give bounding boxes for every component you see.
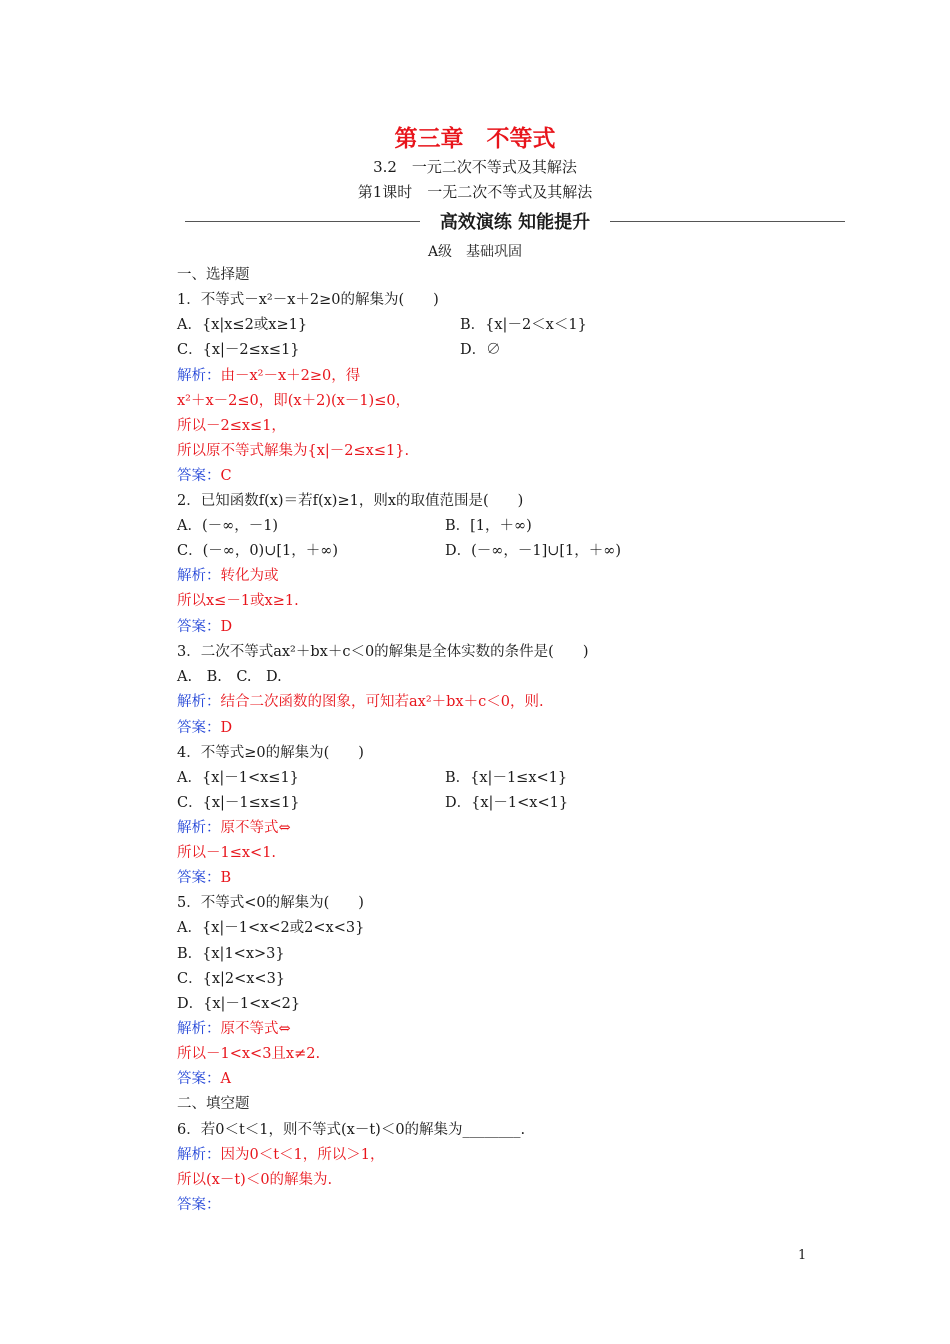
q4-analysis [177,818,291,838]
banner-rule-left [185,221,420,222]
q6-analysis-line: 所以(x－t)＜0的解集为. [177,1172,333,1188]
answer-label: 答案： [177,720,221,736]
q3-stem: 3．二次不等式ax²＋bx＋c＜0的解集是全体实数的条件是( ) [177,644,589,660]
banner-rule-right [610,221,845,222]
q5-option-b: B．{x|1<x>3} [177,946,285,962]
q6-stem: 6．若0＜t＜1，则不等式(x－t)＜0的解集为________. [177,1122,526,1138]
q2-option-c: C．(－∞，0)∪[1，＋∞) [177,543,338,559]
q5-option-a: A．{x|－1<x<2或2<x<3} [177,920,365,936]
analysis-label: 解析： [177,368,221,384]
q1-analysis [177,366,360,386]
q3-analysis-text: 结合二次函数的图象，可知若ax²＋bx＋c＜0，则. [220,694,544,710]
level-title: A级 基础巩固 [427,244,523,260]
page-number: 1 [798,1248,807,1263]
q1-option-a: A．{x|x≤2或x≥1} [177,317,308,333]
answer-label: 答案： [177,468,221,484]
q1-option-c: C．{x|－2≤x≤1} [177,342,300,358]
q2-stem: 2．已知函数f(x)＝若f(x)≥1，则x的取值范围是( ) [177,493,524,509]
q4-stem: 4．不等式≥0的解集为( ) [177,745,364,761]
q1-option-d: D．∅ [460,342,501,358]
q4-option-c: C．{x|－1≤x≤1} [177,795,300,811]
chapter-title: 第三章 不等式 [394,126,556,152]
q4-option-b: B．{x|－1≤x<1} [445,770,568,786]
q1-analysis-text: 由－x²－x＋2≥0，得 [220,368,361,384]
q5-option-c: C．{x|2<x<3} [177,971,286,987]
q3-options: A. B. C. D. [177,669,282,685]
q2-analysis-line: 所以x≤－1或x≥1. [177,593,299,609]
q4-option-d: D．{x|－1<x<1} [445,795,569,811]
q5-answer [177,1069,231,1089]
q4-answer-value: B [220,870,232,886]
q2-analysis-text: 转化为或 [220,568,279,584]
analysis-label: 解析： [177,1147,221,1163]
q2-option-b: B．[1，＋∞) [445,518,532,534]
section-title: 3.2 一元二次不等式及其解法 [373,158,577,176]
q6-answer [177,1195,221,1215]
q2-answer [177,617,232,637]
q4-answer [177,868,231,888]
q2-option-d: D．(－∞，－1]∪[1，＋∞) [445,543,622,559]
q1-answer [177,466,232,486]
q3-analysis [177,692,544,712]
q5-analysis-text: 原不等式⇔ [220,1021,291,1037]
q1-analysis-line: x²＋x－2≤0，即(x＋2)(x－1)≤0， [177,393,411,409]
answer-label: 答案： [177,870,221,886]
q1-analysis-line: 所以－2≤x≤1， [177,418,286,434]
answer-label: 答案： [177,619,221,635]
banner-text: 高效演练 知能提升 [439,212,591,233]
q5-stem: 5．不等式<0的解集为( ) [177,895,364,911]
answer-label: 答案： [177,1197,221,1213]
banner [185,208,845,234]
answer-label: 答案： [177,1071,221,1087]
q2-analysis [177,566,279,586]
lesson-title: 第1课时 一无二次不等式及其解法 [357,183,593,201]
q5-answer-value: A [220,1071,231,1087]
q2-option-a: A．(－∞，－1) [177,518,279,534]
analysis-label: 解析： [177,820,221,836]
analysis-label: 解析： [177,1021,221,1037]
q6-analysis-text: 因为0＜t＜1，所以＞1， [220,1147,385,1163]
q3-answer-value: D [220,720,233,736]
q6-analysis [177,1145,385,1165]
analysis-label: 解析： [177,694,221,710]
q3-answer [177,718,232,738]
q1-analysis-line: 所以原不等式解集为{x|－2≤x≤1}. [177,443,410,459]
q5-analysis [177,1019,291,1039]
q1-option-b: B．{x|－2＜x＜1} [460,317,587,333]
q1-stem: 1．不等式－x²－x＋2≥0的解集为( ) [177,292,439,308]
q4-analysis-text: 原不等式⇔ [220,820,291,836]
q5-option-d: D．{x|－1<x<2} [177,996,301,1012]
section-choice: 一、选择题 [177,267,250,283]
q4-analysis-line: 所以－1≤x<1. [177,845,277,861]
q2-answer-value: D [220,619,233,635]
q4-option-a: A．{x|－1<x≤1} [177,770,299,786]
q5-analysis-line: 所以－1<x<3且x≠2. [177,1046,321,1062]
section-fill: 二、填空题 [177,1096,250,1112]
analysis-label: 解析： [177,568,221,584]
q1-answer-value: C [220,468,232,484]
